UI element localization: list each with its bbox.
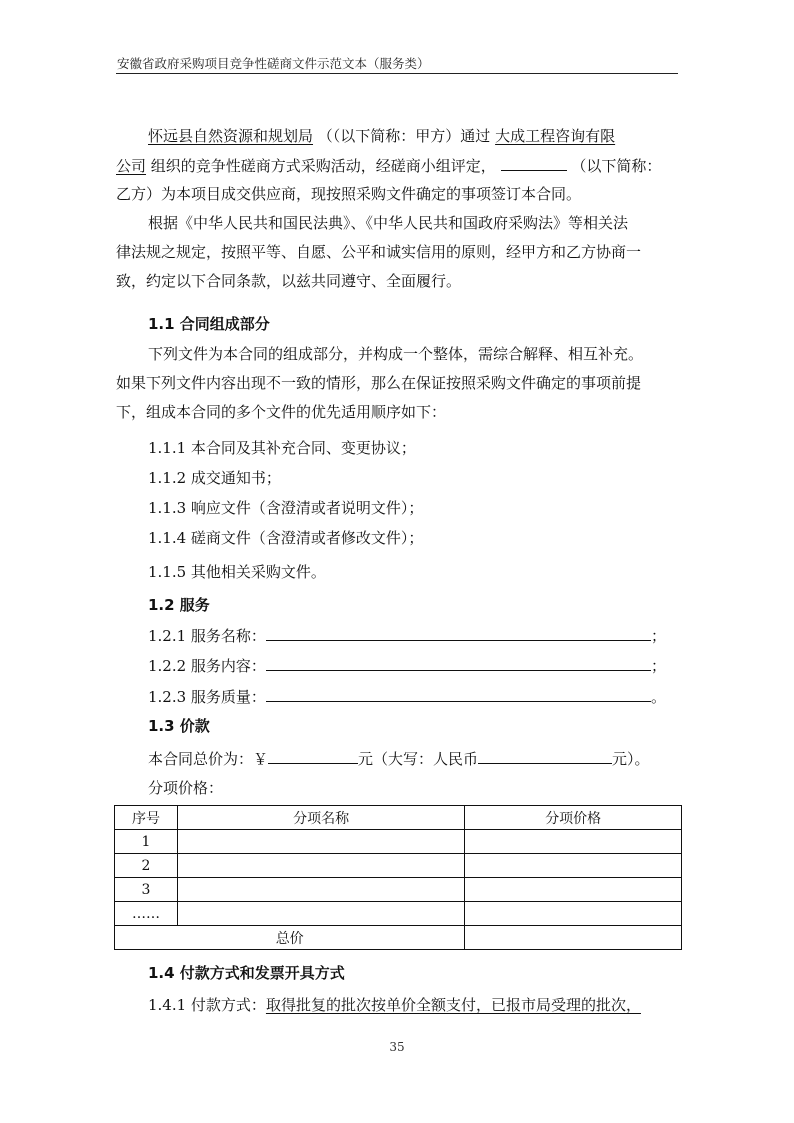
party-a-name: 怀远县自然资源和规划局 <box>148 127 314 145</box>
header-divider <box>116 73 678 74</box>
payment-prefix: 1.4.1 付款方式： <box>148 996 266 1014</box>
row-price-cell <box>465 854 682 878</box>
service-content-field <box>148 654 666 677</box>
field-end: ； <box>650 657 666 675</box>
intro-line-2-text: 组织的竞争性磋商方式采购活动，经磋商小组评定， <box>150 157 496 175</box>
intro-line-3: 乙方）为本项目成交供应商，现按照采购文件确定的事项签订本合同。 <box>116 185 582 203</box>
table-row <box>115 902 682 926</box>
row-index: …… <box>115 902 178 926</box>
field-label: 1.2.1 服务名称： <box>148 627 266 645</box>
total-words-blank <box>478 747 612 764</box>
intro-p2-line-2: 律法规之规定，按照平等、自愿、公平和诚实信用的原则，经甲方和乙方协商一 <box>116 243 642 261</box>
total-mid: 元（大写：人民币 <box>358 750 479 768</box>
field-end: 。 <box>650 688 666 706</box>
service-name-field <box>148 624 666 647</box>
party-b-blank <box>501 154 567 171</box>
section-1-1-para-line-2: 如果下列文件内容出现不一致的情形，那么在保证按照采购文件确定的事项前提 <box>116 374 642 392</box>
service-quality-field <box>148 685 666 708</box>
row-price-cell <box>465 902 682 926</box>
row-index: 1 <box>115 830 178 854</box>
price-breakdown-table <box>114 805 682 950</box>
total-price-line <box>148 747 650 770</box>
total-amount-blank <box>268 747 358 764</box>
field-label: 1.2.2 服务内容： <box>148 657 266 675</box>
sub-price-label: 分项价格： <box>148 779 224 797</box>
intro-mid-text: （（以下简称：甲方）通过 <box>317 127 491 145</box>
payment-method-text: 取得批复的批次按单价全额支付，已报市局受理的批次， <box>265 996 641 1014</box>
intro-line-1 <box>148 125 615 147</box>
list-item: 1.1.1 本合同及其补充合同、变更协议； <box>148 439 416 457</box>
section-1-3-heading: 1.3 价款 <box>148 717 210 735</box>
section-1-2-heading: 1.2 服务 <box>148 596 210 614</box>
section-1-1-heading: 1.1 合同组成部分 <box>148 315 270 333</box>
col-header-price: 分项价格 <box>465 806 682 830</box>
row-name-cell <box>177 830 464 854</box>
list-item: 1.1.5 其他相关采购文件。 <box>148 563 326 581</box>
row-name-cell <box>177 854 464 878</box>
row-index: 2 <box>115 854 178 878</box>
list-item: 1.1.4 磋商文件（含澄清或者修改文件）； <box>148 529 424 547</box>
service-content-blank <box>266 654 651 671</box>
list-item: 1.1.3 响应文件（含澄清或者说明文件）； <box>148 499 424 517</box>
document-header: 安徽省政府采购项目竞争性磋商文件示范文本（服务类） <box>117 56 430 71</box>
service-name-blank <box>266 624 651 641</box>
agency-name-part2: 公司 <box>116 157 147 175</box>
total-label-cell: 总价 <box>115 926 465 950</box>
field-end: ； <box>650 627 666 645</box>
intro-line-2-end: （以下简称： <box>571 157 662 175</box>
intro-p2-line-1: 根据《中华人民共和国民法典》、《中华人民共和国政府采购法》等相关法 <box>148 214 629 232</box>
row-name-cell <box>177 902 464 926</box>
service-quality-blank <box>266 685 651 702</box>
payment-method-line <box>148 994 641 1016</box>
row-index: 3 <box>115 878 178 902</box>
total-value-cell <box>465 926 682 950</box>
table-row <box>115 878 682 902</box>
row-name-cell <box>177 878 464 902</box>
row-price-cell <box>465 830 682 854</box>
field-label: 1.2.3 服务质量： <box>148 688 266 706</box>
col-header-name: 分项名称 <box>177 806 464 830</box>
agency-name-part1: 大成工程咨询有限 <box>495 127 616 145</box>
table-header-row <box>115 806 682 830</box>
col-header-index: 序号 <box>115 806 178 830</box>
section-1-1-para-line-3: 下，组成本合同的多个文件的优先适用顺序如下： <box>116 403 447 421</box>
list-item: 1.1.2 成交通知书； <box>148 469 281 487</box>
total-end: 元）。 <box>612 750 650 768</box>
table-row <box>115 830 682 854</box>
total-prefix: 本合同总价为：￥ <box>148 750 269 768</box>
intro-p2-line-3: 致，约定以下合同条款，以兹共同遵守、全面履行。 <box>116 272 462 290</box>
table-total-row <box>115 926 682 950</box>
table-row <box>115 854 682 878</box>
section-1-1-para-line-1: 下列文件为本合同的组成部分，并构成一个整体，需综合解释、相互补充。 <box>148 345 644 363</box>
intro-line-2 <box>116 154 661 177</box>
section-1-4-heading: 1.4 付款方式和发票开具方式 <box>148 964 345 982</box>
page-number: 35 <box>389 1040 405 1054</box>
row-price-cell <box>465 878 682 902</box>
